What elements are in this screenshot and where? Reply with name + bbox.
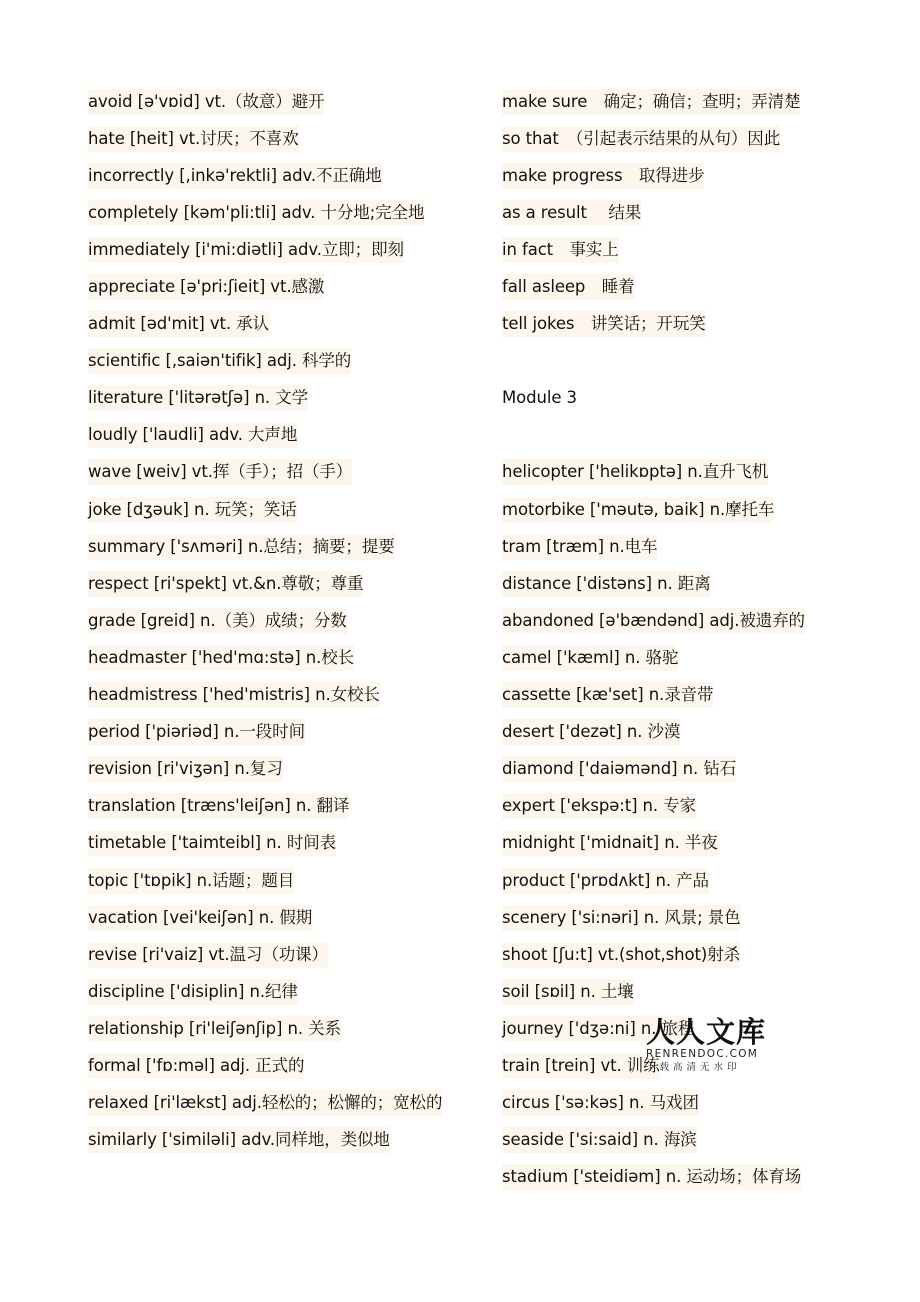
watermark-domain: RENRENDOC.COM (646, 1048, 759, 1060)
vocab-entry-text: headmaster ['hed'mɑ:stə] n.校长 (88, 645, 354, 671)
vocab-entry-text: avoid [ə'vɒid] vt.（故意）避开 (88, 89, 324, 115)
vocab-entry (88, 83, 483, 120)
vocab-entry-text: timetable ['taimteibl] n. 时间表 (88, 830, 336, 856)
vocab-entry-text: desert ['dezət] n. 沙漠 (502, 719, 680, 745)
phrase-list (502, 83, 862, 343)
vocab-entry (88, 231, 483, 268)
vocab-entry (88, 343, 483, 380)
vocab-entry-text: relaxed [ri'lækst] adj.轻松的；松懈的；宽松的 (88, 1090, 442, 1116)
vocab-entry-text: product ['prɒdʌkt] n. 产品 (502, 868, 709, 894)
phrase-entry (502, 83, 862, 120)
vocab-entry (502, 714, 862, 751)
vocab-entry (502, 491, 862, 528)
vocab-entry-text: grade [greid] n.（美）成绩；分数 (88, 608, 347, 634)
vocab-entry-text: vacation [vei'keiʃən] n. 假期 (88, 905, 312, 931)
vocab-entry (502, 862, 862, 899)
vocab-entry-text: train [trein] vt. 训练 (502, 1053, 660, 1079)
vocab-entry-text: immediately [i'mi:diətli] adv.立即；即刻 (88, 237, 404, 263)
vocab-entry-text: as a result 结果 (502, 200, 641, 226)
vocab-entry-text: joke [dʒəuk] n. 玩笑；笑话 (88, 497, 297, 523)
vocab-entry (88, 639, 483, 676)
vocab-entry (88, 677, 483, 714)
vocab-entry (502, 1085, 862, 1122)
vocab-entry-text: tram [træm] n.电车 (502, 534, 657, 560)
vocab-entry-text: similarly ['similəli] adv.同样地，类似地 (88, 1127, 390, 1153)
vocab-entry (502, 454, 862, 491)
vocab-entry-text: summary ['sʌməri] n.总结；摘要；提要 (88, 534, 395, 560)
vocab-entry (502, 528, 862, 565)
vocab-column-right (502, 83, 862, 1196)
vocab-entry (88, 899, 483, 936)
phrase-entry (502, 231, 862, 268)
phrase-entry (502, 157, 862, 194)
vocab-entry-text: cassette [kæ'set] n.录音带 (502, 682, 713, 708)
vocab-entry (502, 677, 862, 714)
vocab-entry-text: topic ['tɒpik] n.话题；题目 (88, 868, 294, 894)
vocab-entry-text: shoot [ʃu:t] vt.(shot,shot)射杀 (502, 942, 740, 968)
vocab-entry (88, 714, 483, 751)
vocab-entry-text: stadium ['steidiəm] n. 运动场；体育场 (502, 1164, 801, 1190)
phrase-entry (502, 268, 862, 305)
spacer-row (502, 417, 862, 454)
vocab-entry-text: soil [sɒil] n. 土壤 (502, 979, 634, 1005)
vocab-entry-text: diamond ['daiəmənd] n. 钻石 (502, 756, 736, 782)
vocab-entry (88, 973, 483, 1010)
vocab-entry-text: hate [heit] vt.讨厌；不喜欢 (88, 126, 299, 152)
vocab-entry-text: appreciate [ə'pri:ʃieit] vt.感激 (88, 274, 324, 300)
vocab-entry (502, 936, 862, 973)
vocab-entry-text: scenery ['si:nəri] n. 风景; 景色 (502, 905, 741, 931)
vocab-entry (502, 973, 862, 1010)
vocab-entry-text: translation [træns'leiʃən] n. 翻译 (88, 793, 349, 819)
vocab-entry (502, 1122, 862, 1159)
vocab-entry-text: tell jokes 讲笑话；开玩笑 (502, 311, 706, 337)
vocab-entry-text: revision [ri'viʒən] n.复习 (88, 756, 283, 782)
vocab-entry (88, 528, 483, 565)
vocab-entry (88, 157, 483, 194)
vocab-entry-text: headmistress ['hed'mistris] n.女校长 (88, 682, 380, 708)
vocab-entry-text: so that （引起表示结果的从句）因此 (502, 126, 780, 152)
vocab-entry-text: expert ['ekspə:t] n. 专家 (502, 793, 696, 819)
watermark-tagline: 下载高清无水印 (646, 1062, 741, 1073)
vocab-entry (88, 120, 483, 157)
vocab-entry (88, 491, 483, 528)
vocab-entry-text: revise [ri'vaiz] vt.温习（功课） (88, 942, 328, 968)
vocab-entry-text: admit [əd'mit] vt. 承认 (88, 311, 269, 337)
vocab-entry-text: make progress 取得进步 (502, 163, 704, 189)
vocab-entry-text: make sure 确定；确信；查明；弄清楚 (502, 89, 800, 115)
vocab-entry-text: camel ['kæml] n. 骆驼 (502, 645, 678, 671)
vocab-entry-text: distance ['distəns] n. 距离 (502, 571, 711, 597)
vocab-entry (88, 417, 483, 454)
vocab-entry (88, 1122, 483, 1159)
vocab-entry (88, 862, 483, 899)
module-heading-row (502, 380, 862, 417)
vocab-entry (88, 825, 483, 862)
vocab-entry-text: motorbike ['məutə, baik] n.摩托车 (502, 497, 774, 523)
vocab-entry (88, 194, 483, 231)
phrase-entry (502, 306, 862, 343)
phrase-entry (502, 120, 862, 157)
vocab-entry (502, 899, 862, 936)
vocab-entry-text: relationship [ri'leiʃənʃip] n. 关系 (88, 1016, 341, 1042)
vocab-entry (502, 565, 862, 602)
vocab-entry-text: journey ['dʒə:ni] n. 旅程 (502, 1016, 694, 1042)
vocab-entry (88, 268, 483, 305)
vocab-entry-text: midnight ['midnait] n. 半夜 (502, 830, 718, 856)
module-3-word-list (502, 454, 862, 1196)
vocab-entry (502, 1047, 862, 1084)
vocab-entry (502, 751, 862, 788)
vocab-entry (502, 788, 862, 825)
watermark-title: 人人文库 (646, 1015, 767, 1049)
vocab-entry-text: abandoned [ə'bændənd] adj.被遗弃的 (502, 608, 805, 634)
vocab-entry (88, 306, 483, 343)
vocab-entry-text: discipline ['disiplin] n.纪律 (88, 979, 298, 1005)
vocab-entry-text: respect [ri'spekt] vt.&n.尊敬；尊重 (88, 571, 363, 597)
vocab-entry (502, 602, 862, 639)
vocab-entry-text: scientific [,saiən'tifik] adj. 科学的 (88, 348, 351, 374)
module-heading: Module 3 (502, 388, 577, 408)
vocab-entry-text: fall asleep 睡着 (502, 274, 635, 300)
vocab-entry-text: helicopter ['helikɒptə] n.直升飞机 (502, 459, 768, 485)
spacer-row (502, 343, 862, 380)
vocab-entry (88, 454, 483, 491)
vocab-entry-text: circus ['sə:kəs] n. 马戏团 (502, 1090, 699, 1116)
vocab-entry-text: formal ['fɒ:məl] adj. 正式的 (88, 1053, 304, 1079)
vocab-entry (502, 639, 862, 676)
vocab-entry (502, 825, 862, 862)
vocab-entry-text: in fact 事实上 (502, 237, 619, 263)
vocab-entry (88, 565, 483, 602)
vocab-entry (88, 380, 483, 417)
vocab-entry-text: seaside ['si:said] n. 海滨 (502, 1127, 697, 1153)
vocab-entry (88, 1047, 483, 1084)
vocab-entry-text: loudly ['laudli] adv. 大声地 (88, 422, 297, 448)
vocab-entry (88, 1010, 483, 1047)
vocab-column-left (88, 83, 483, 1159)
vocab-entry (502, 1010, 862, 1047)
vocab-entry-text: period ['piəriəd] n.一段时间 (88, 719, 305, 745)
vocab-entry (88, 788, 483, 825)
vocab-entry (88, 602, 483, 639)
vocab-entry (88, 936, 483, 973)
vocab-entry-text: completely [kəm'pli:tli] adv. 十分地;完全地 (88, 200, 424, 226)
vocab-entry (502, 1159, 862, 1196)
vocab-entry-text: literature ['litərətʃə] n. 文学 (88, 385, 308, 411)
vocab-entry (88, 1085, 483, 1122)
vocab-entry (88, 751, 483, 788)
vocab-entry-text: wave [weiv] vt.挥（手）；招（手） (88, 459, 352, 485)
phrase-entry (502, 194, 862, 231)
vocab-entry-text: incorrectly [,inkə'rektli] adv.不正确地 (88, 163, 382, 189)
